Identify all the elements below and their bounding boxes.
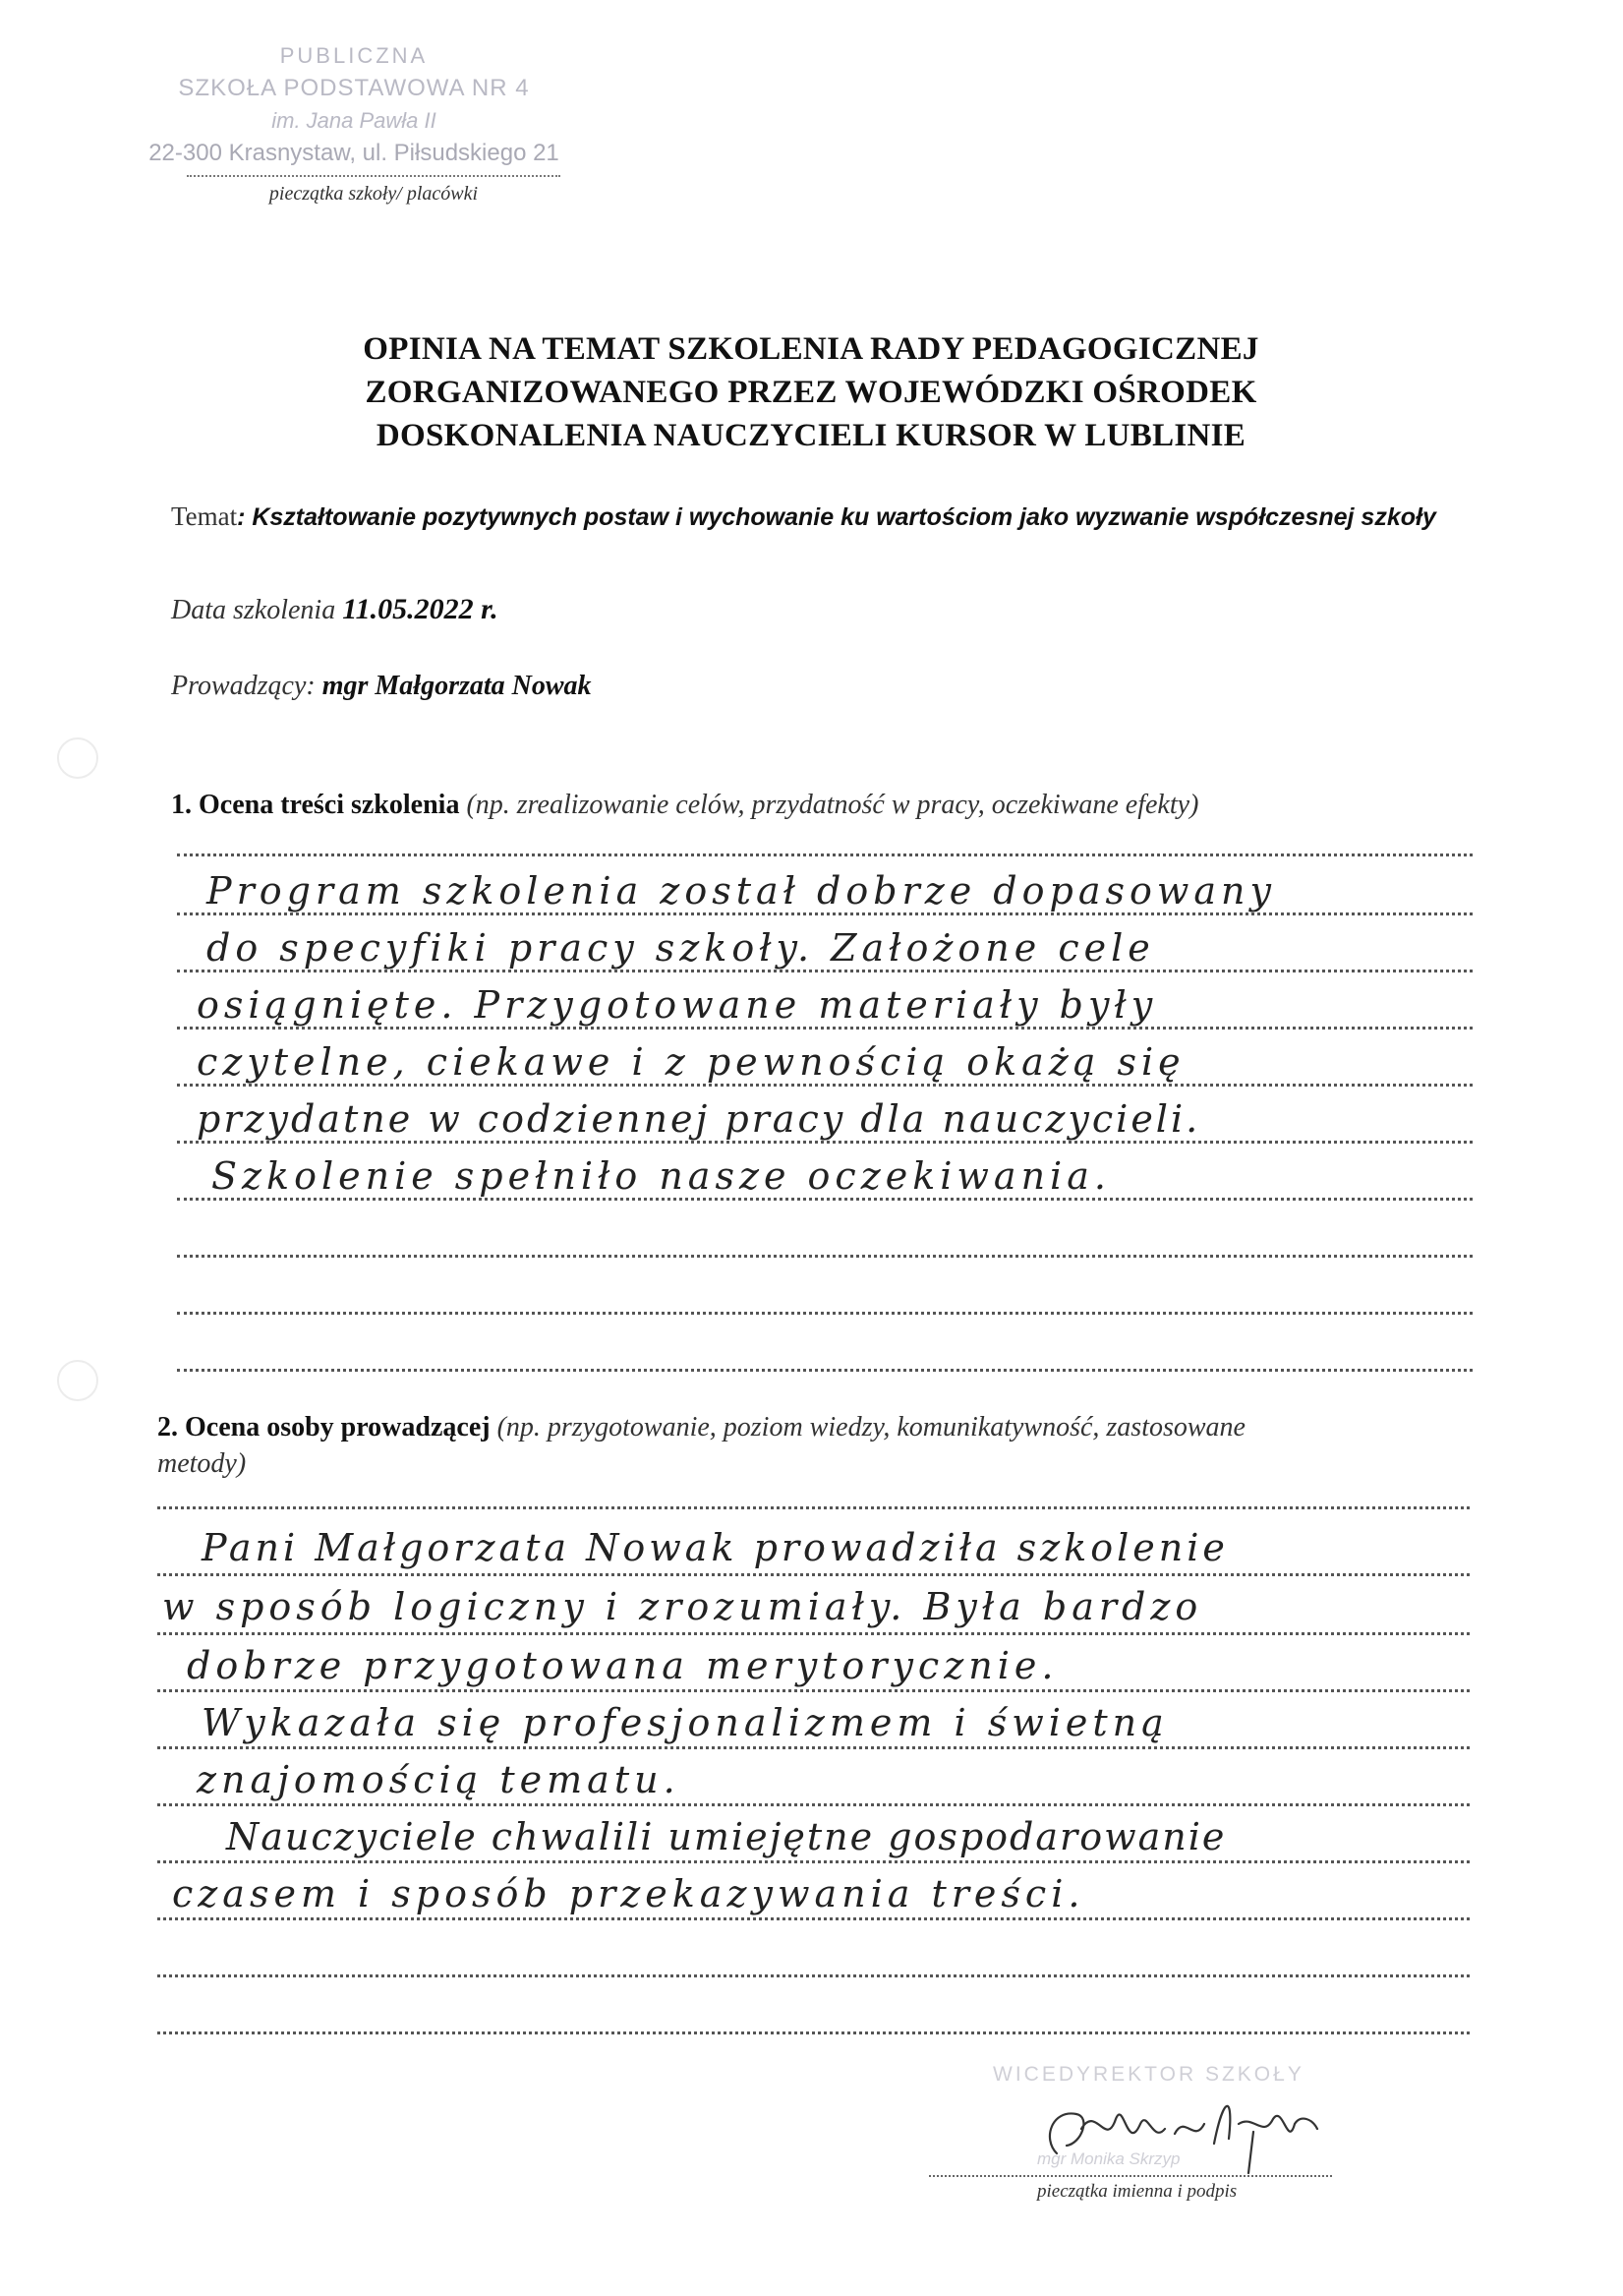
- handwritten-line: Wykazała się profesjonalizmem i świetną: [202, 1701, 1169, 1744]
- handwritten-line: w sposób logiczny i zrozumiały. Była bardzo: [162, 1585, 1203, 1628]
- topic-value: : Kształtowanie pozytywnych postaw i wychowanie ku wartościom jako wyzwanie współczesnej szkoły: [237, 503, 1436, 531]
- handwritten-line: dobrze przygotowana merytorycznie.: [187, 1644, 1059, 1687]
- handwritten-line: do specyfiki pracy szkoły. Założone cele: [206, 926, 1155, 970]
- dotted-line: [157, 1974, 1470, 1977]
- dotted-line: [177, 913, 1473, 915]
- handwritten-line: przydatne w codziennej pracy dla nauczycieli.: [197, 1097, 1201, 1141]
- dotted-line: [177, 970, 1473, 972]
- stamp-caption: pieczątka szkoły/ placówki: [268, 183, 479, 205]
- dotted-line: [177, 1198, 1473, 1201]
- dotted-line: [177, 1255, 1473, 1258]
- training-leader: [171, 671, 592, 702]
- signature-dotted-line: [929, 2175, 1332, 2177]
- handwritten-line: czasem i sposób przekazywania treści.: [172, 1872, 1085, 1915]
- training-topic: [171, 500, 1449, 534]
- section1-heading: [171, 787, 1198, 823]
- stamp-line: PUBLICZNA: [279, 43, 429, 68]
- date-value: 11.05.2022 r.: [342, 593, 498, 625]
- date-label: Data szkolenia: [171, 595, 343, 625]
- title-line: OPINIA NA TEMAT SZKOLENIA RADY PEDAGOGICZNEJ: [363, 331, 1259, 367]
- section1-title: 1. Ocena treści szkolenia: [171, 790, 460, 820]
- dotted-line: [157, 2031, 1470, 2034]
- school-stamp: [123, 39, 585, 169]
- title-line: DOSKONALENIA NAUCZYCIELI KURSOR W LUBLINIE: [376, 418, 1246, 453]
- handwritten-line: Pani Małgorzata Nowak prowadziła szkolenie: [202, 1526, 1229, 1569]
- stamp-line: SZKOŁA PODSTAWOWA NR 4: [178, 75, 530, 101]
- dotted-line: [157, 1917, 1470, 1920]
- handwritten-line: osiągnięte. Przygotowane materiały były: [197, 983, 1158, 1027]
- handwritten-line: czytelne, ciekawe i z pewnością okażą się: [197, 1040, 1186, 1084]
- dotted-line: [157, 1506, 1470, 1509]
- dotted-line: [157, 1746, 1470, 1749]
- dotted-line: [177, 1141, 1473, 1144]
- dotted-line: [157, 1573, 1470, 1576]
- director-stamp-name: mgr Monika Skrzyp: [1037, 2149, 1181, 2168]
- punch-hole: [57, 737, 98, 779]
- dotted-line: [177, 854, 1473, 856]
- handwritten-line: znajomością tematu.: [197, 1758, 680, 1801]
- section2-heading-cont: [157, 1445, 246, 1482]
- stamp-line: 22-300 Krasnystaw, ul. Piłsudskiego 21: [148, 140, 559, 166]
- dotted-line: [177, 1369, 1473, 1372]
- handwritten-line: Program szkolenia został dobrze dopasowany: [206, 869, 1276, 913]
- signature-image: [1037, 2085, 1332, 2178]
- section1-hint: (np. zrealizowanie celów, przydatność w pracy, oczekiwane efekty): [459, 790, 1199, 820]
- dotted-line: [157, 1689, 1470, 1692]
- stamp-dotted-line: [187, 175, 560, 177]
- title-line: ZORGANIZOWANEGO PRZEZ WOJEWÓDZKI OŚRODEK: [365, 375, 1257, 410]
- handwritten-line: Szkolenie spełniło nasze oczekiwania.: [211, 1154, 1111, 1198]
- section2-hint-cont: metody): [157, 1448, 247, 1479]
- dotted-line: [177, 1084, 1473, 1087]
- director-stamp: WICEDYREKTOR SZKOŁY: [993, 2063, 1304, 2086]
- topic-label: Temat: [171, 501, 238, 531]
- dotted-line: [177, 1312, 1473, 1315]
- signature-caption: pieczątka imienna i podpis: [1037, 2181, 1238, 2202]
- leader-value: mgr Małgorzata Nowak: [321, 671, 592, 701]
- training-date: [171, 593, 498, 626]
- stamp-line: im. Jana Pawła II: [271, 108, 436, 133]
- dotted-line: [177, 1027, 1473, 1030]
- dotted-line: [157, 1860, 1470, 1863]
- section2-title: 2. Ocena osoby prowadzącej: [157, 1412, 491, 1442]
- document-title: [147, 327, 1475, 457]
- section2-heading: [157, 1409, 1246, 1445]
- dotted-line: [157, 1803, 1470, 1806]
- section2-hint: (np. przygotowanie, poziom wiedzy, komunikatywność, zastosowane: [490, 1412, 1246, 1442]
- leader-label: Prowadzący:: [171, 671, 322, 701]
- handwritten-line: Nauczyciele chwalili umiejętne gospodarowanie: [226, 1815, 1227, 1858]
- punch-hole: [57, 1360, 98, 1401]
- dotted-line: [157, 1632, 1470, 1635]
